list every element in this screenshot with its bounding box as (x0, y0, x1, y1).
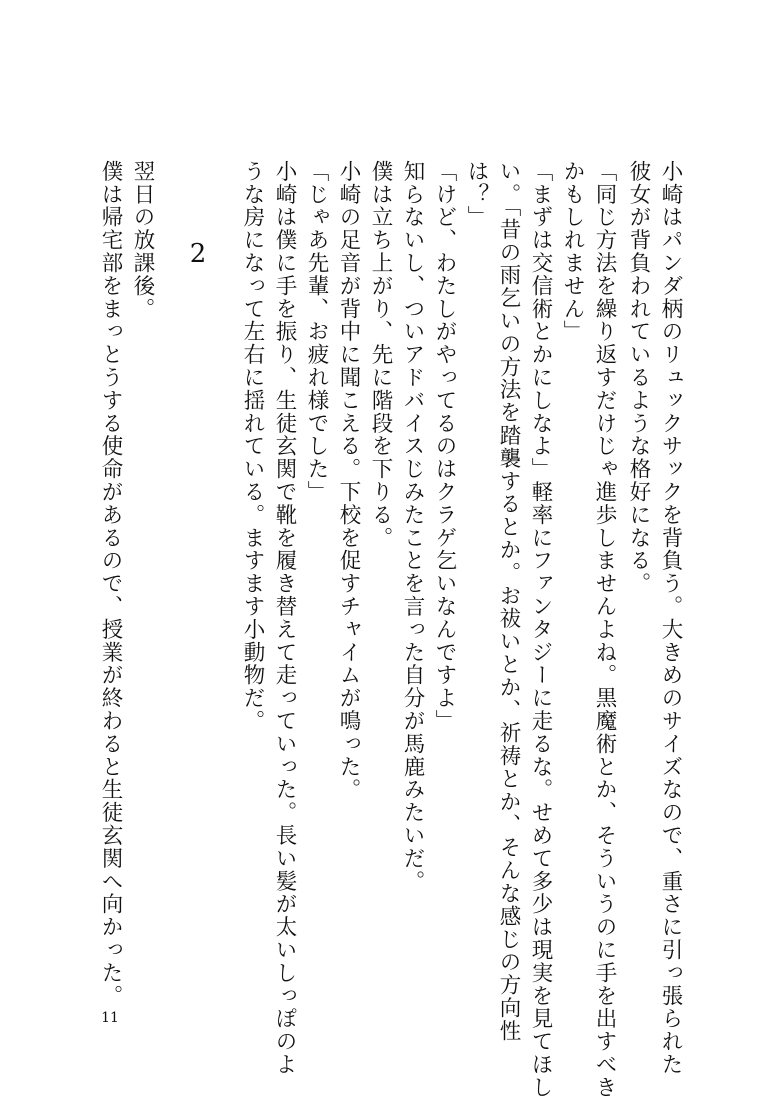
text-line: 「まずは交信術とかにしなよ」軽率にファンタジーに走るな。せめて多少は現実を見てほし (528, 160, 553, 1099)
text-line: 小崎はパンダ柄のリュックサックを背負う。大きめのサイズなので、重さに引っ張られた (658, 160, 683, 1076)
text-line: 僕は立ち上がり、先に階段を下りる。 (368, 160, 393, 550)
text-line: 小崎は僕に手を振り、生徒玄関で靴を履き替えて走っていった。長い髪が太いしっぽのよ (272, 160, 297, 1076)
text-line: うな房になって左右に揺れている。ますます小動物だ。 (240, 160, 265, 733)
text-line: 僕は帰宅部をまっとうする使命があるので、授業が終わると生徒玄関へ向かった。 (98, 160, 123, 1008)
text-line: い。「昔の雨乞いの方法を踏襲するとか。お祓いとか、祈祷とか、そんな感じの方向性 (496, 160, 521, 1043)
text-line: 「同じ方法を繰り返すだけじゃ進歩しませんよね。黒魔術とか、そういうのに手を出すべき (592, 160, 617, 1099)
text-line: 知らないし、ついアドバイスじみたことを言った自分が馬鹿みたいだ。 (400, 160, 425, 893)
text-line: 小崎の足音が背中に聞こえる。下校を促すチャイムが鳴った。 (336, 160, 361, 802)
section-number: 2 (189, 239, 207, 269)
text-line: 彼女が背負われているような格好になる。 (626, 160, 651, 596)
text-line: かもしれません」 (560, 160, 585, 344)
page-number: 11 (101, 1010, 119, 1026)
text-line: 「けど、わたしがやってるのはクラゲ乞いなんですよ」 (432, 160, 457, 733)
text-line: は？」 (464, 160, 489, 229)
text-line: 「じゃあ先輩、お疲れ様でした」 (304, 160, 329, 504)
text-line: 翌日の放課後。 (130, 160, 155, 321)
